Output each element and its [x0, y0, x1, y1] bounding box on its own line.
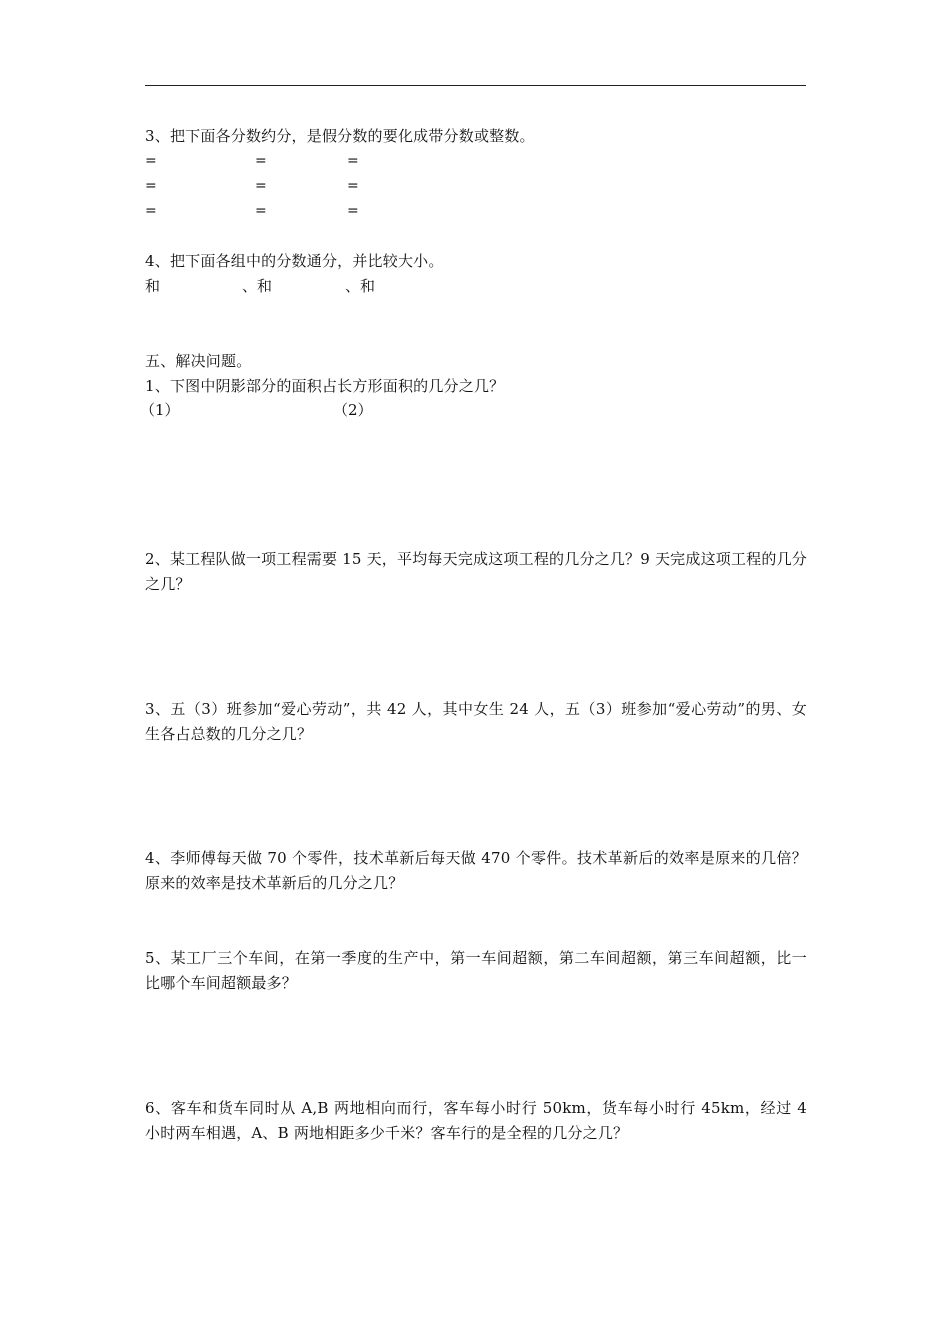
reduce-row1-col1: = — [145, 153, 157, 169]
s5-q3-text: 3、五（3）班参加“爱心劳动”，共 42 人，其中女生 24 人，五（3）班参加“爱心劳动”的男、女生各占总数的几分之几？ — [145, 700, 807, 743]
s5-q2-text: 2、某工程队做一项工程需要 15 天，平均每天完成这项工程的几分之几？9 天完成这项工程的几分之几？ — [145, 550, 807, 593]
section5-heading: 五、解决问题。 — [145, 352, 252, 370]
reduce-row2-col1: = — [145, 178, 157, 194]
compare-item-3: 、和 — [345, 277, 376, 295]
q4-common-denominator-title: 4、把下面各组中的分数通分，并比较大小。 — [145, 252, 444, 270]
compare-item-2: 、和 — [242, 277, 273, 295]
reduce-row3-col3: = — [347, 203, 359, 219]
reduce-row3-col2: = — [255, 203, 267, 219]
reduce-row1-col2: = — [255, 153, 267, 169]
q3-reduce-fractions-title: 3、把下面各分数约分，是假分数的要化成带分数或整数。 — [145, 127, 535, 145]
s5-q1-figure-label-1: （1） — [140, 401, 180, 419]
reduce-row1-col3: = — [347, 153, 359, 169]
s5-q1-figure-label-2: （2） — [333, 401, 373, 419]
reduce-row2-col2: = — [255, 178, 267, 194]
reduce-row3-col1: = — [145, 203, 157, 219]
reduce-row2-col3: = — [347, 178, 359, 194]
header-rule — [145, 85, 806, 86]
s5-q4-text: 4、李师傅每天做 70 个零件，技术革新后每天做 470 个零件。技术革新后的效率是原来的几倍？原来的效率是技术革新后的几分之几？ — [145, 849, 807, 892]
s5-q6-text: 6、客车和货车同时从 A,B 两地相向而行，客车每小时行 50km，货车每小时行 45km，经过 4 小时两车相遇，A、B 两地相距多少千米？客车行的是全程的几分之几？ — [145, 1099, 807, 1142]
compare-item-1: 和 — [145, 277, 161, 295]
s5-q5-text: 5、某工厂三个车间，在第一季度的生产中，第一车间超额，第二车间超额，第三车间超额，比一比哪个车间超额最多？ — [145, 949, 807, 992]
s5-q1-text: 1、下图中阴影部分的面积占长方形面积的几分之几？ — [145, 377, 505, 395]
